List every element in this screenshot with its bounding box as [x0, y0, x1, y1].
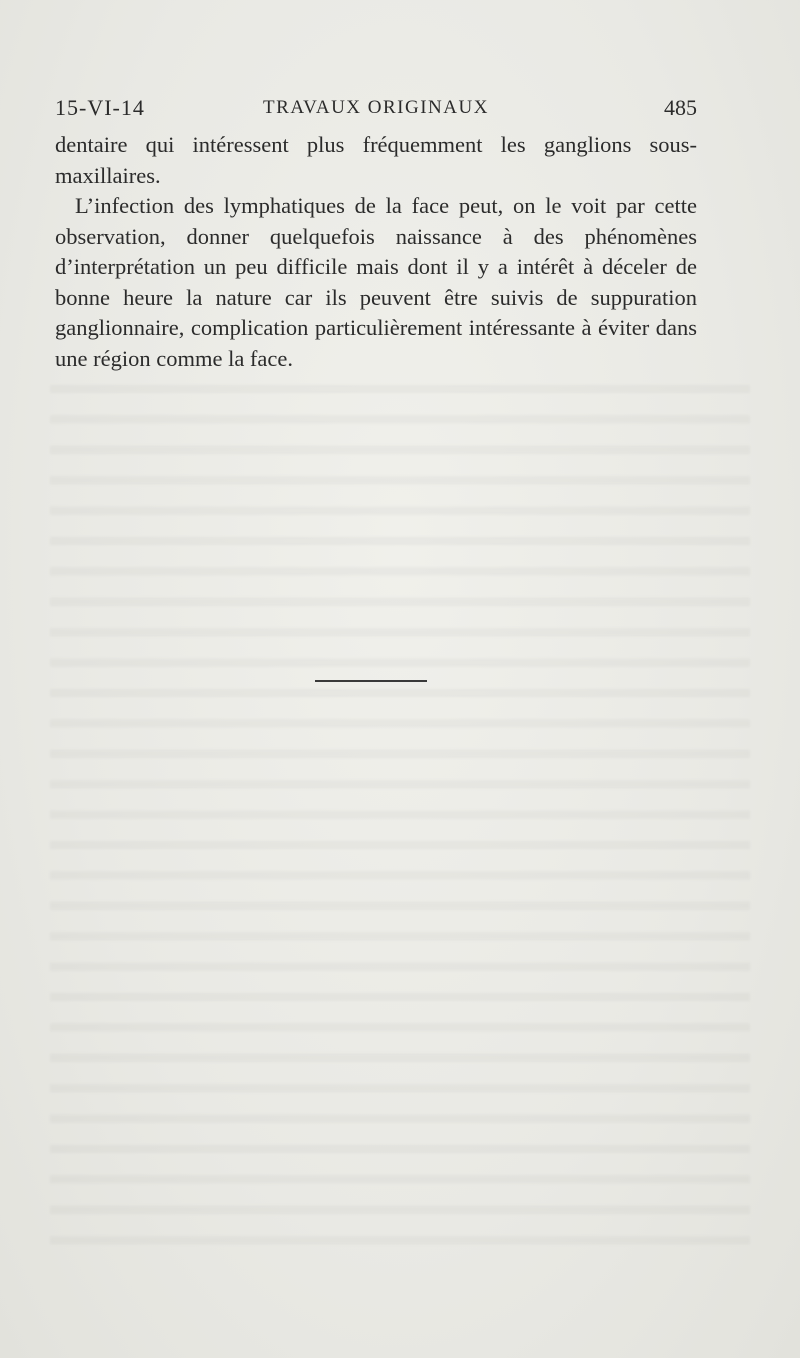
- section-end-rule: [315, 680, 427, 682]
- body-text: [55, 130, 697, 374]
- running-title: TRAVAUX ORIGINAUX: [263, 97, 489, 118]
- page-number: 485: [664, 95, 697, 120]
- running-header: [55, 95, 697, 125]
- folio-date: 15-VI-14: [55, 95, 145, 120]
- paragraph-continuation: dentaire qui intéressent plus fréquemment les ganglions sous-maxillaires.: [55, 132, 697, 188]
- show-through-texture: [50, 370, 750, 1250]
- paragraph: L’infection des lymphatiques de la face peut, on le voit par cette observation, donner quelquefois naissance à des phénomènes d’interprétation un peu difficile mais dont il y a intérêt à déceler de bonne heure la nature car ils peuvent être suivis de suppuration ganglionnaire, complication particulièrement intéressante à éviter dans une région comme la face.: [55, 193, 697, 371]
